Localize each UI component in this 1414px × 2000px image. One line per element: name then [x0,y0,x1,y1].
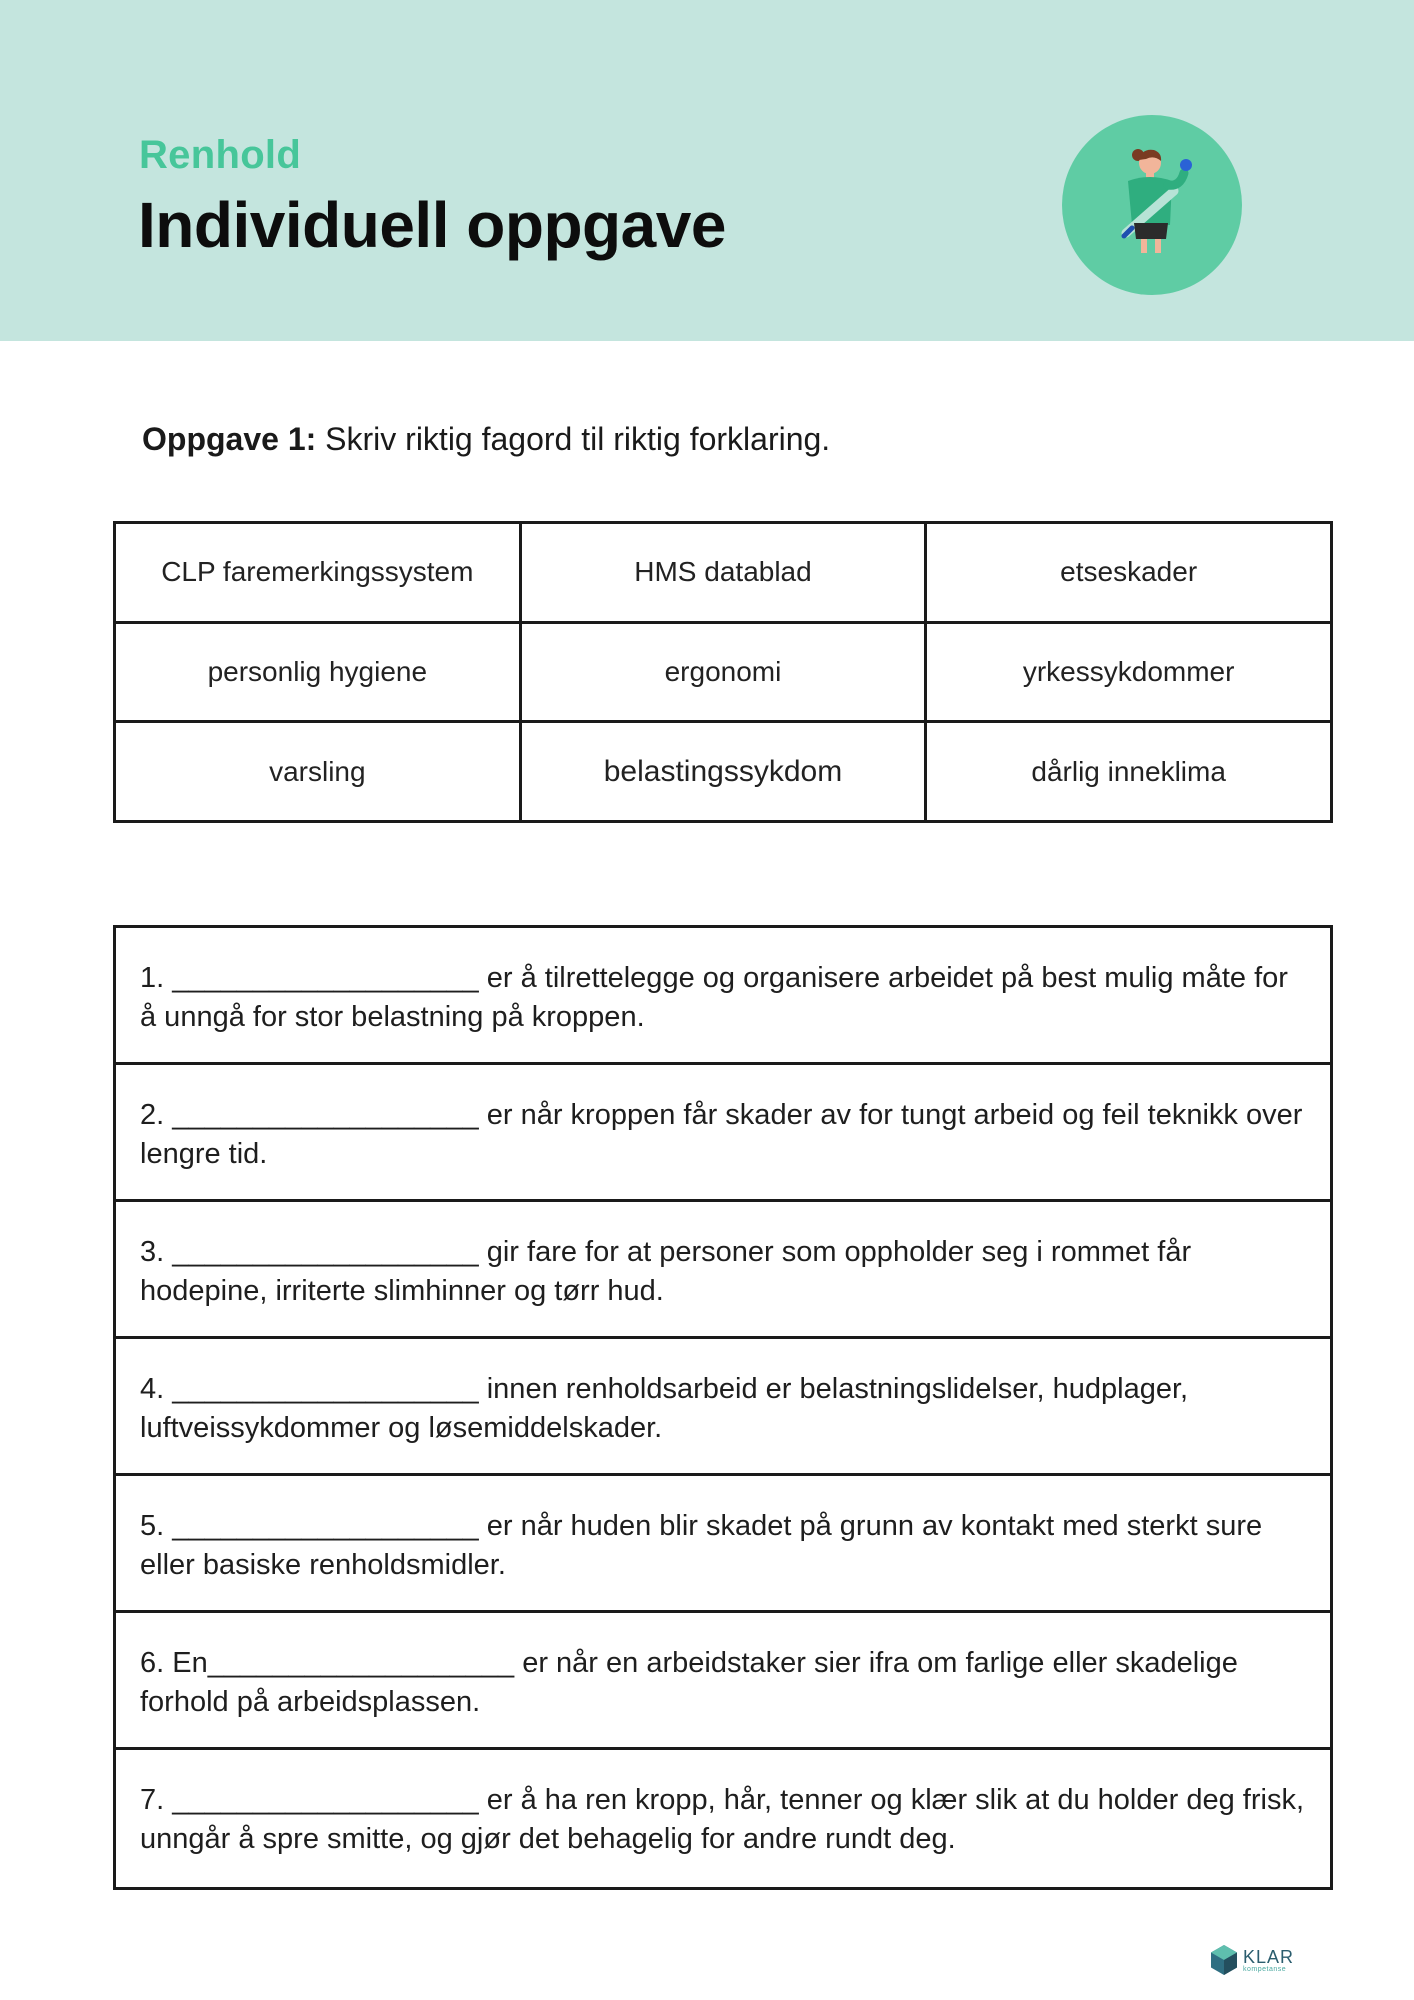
word-row [115,722,1332,822]
word-row [115,622,1332,722]
definition-row: 3. ___________________ gir fare for at personer som oppholder seg i rommet får hodepine, irriterte slimhinner og tørr hud. [116,1202,1330,1339]
word-cell: belastingssykdom [520,722,926,822]
word-cell: ergonomi [520,622,926,722]
definition-row: 1. ___________________ er å tilrettelegge og organisere arbeidet på best mulig måte for å unngå for stor belastning på kroppen. [116,928,1330,1065]
definition-row: 4. ___________________ innen renholdsarbeid er belastningslidelser, hudplager, luftveissykdommer og løsemiddelskader. [116,1339,1330,1476]
word-cell: CLP faremerkingssystem [115,523,521,623]
word-cell: HMS datablad [520,523,926,623]
task-text: Skriv riktig fagord til riktig forklaring. [316,421,831,457]
category-label: Renhold [139,133,302,177]
word-cell: dårlig inneklima [926,722,1332,822]
logo-subtitle: kompetanse [1243,1965,1287,1973]
header-band [0,0,1414,341]
definition-row: 7. ___________________ er å ha ren kropp, hår, tenner og klær slik at du holder deg frisk, unngår å spre smitte, og gjør det behagelig for andre rundt deg. [140,1784,1305,1855]
task-label: Oppgave 1: [142,421,317,457]
definition-row: 2. ___________________ er når kroppen får skader av for tungt arbeid og feil teknikk over lengre tid. [116,1065,1330,1202]
word-cell: etseskader [926,523,1332,623]
cleaning-worker-illustration-icon [1062,115,1242,295]
word-bank-table [113,521,1333,823]
definition-row: 6. En___________________ er når en arbeidstaker sier ifra om farlige eller skadelige forhold på arbeidsplassen. [116,1613,1330,1750]
page-title: Individuell oppgave [138,189,726,261]
task-instruction [142,421,830,458]
definitions-table [113,925,1333,1890]
klar-logo-icon [1210,1944,1238,1976]
word-cell: personlig hygiene [115,622,521,722]
logo-name: KLAR [1243,1946,1295,1967]
klar-logo [1210,1944,1294,1976]
word-row [115,523,1332,623]
word-cell: varsling [115,722,521,822]
word-cell: yrkessykdommer [926,622,1332,722]
definition-row: 5. ___________________ er når huden blir skadet på grunn av kontakt med sterkt sure eller basiske renholdsmidler. [116,1476,1330,1613]
